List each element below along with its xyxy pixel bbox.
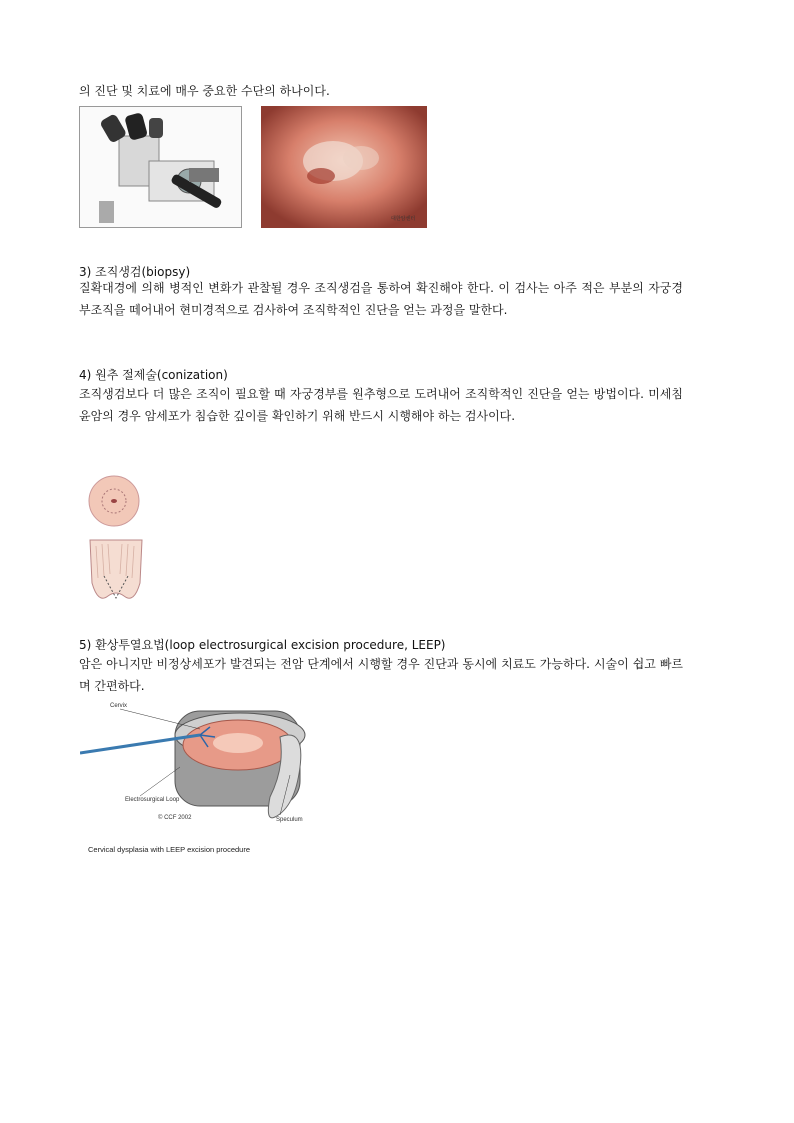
label-electrosurgical-loop: Electrosurgical Loop: [125, 797, 180, 803]
leep-caption: Cervical dysplasia with LEEP excision procedure: [88, 845, 251, 854]
label-speculum: Speculum: [276, 817, 303, 823]
section3-heading: 3) 조직생검(biopsy): [79, 265, 191, 279]
section4-heading: 4) 원추 절제술(conization): [79, 368, 228, 382]
section3-body: 질확대경에 의해 병적인 변화가 관찰될 경우 조직생검을 통하여 확진해야 한다. 이 검사는 아주 적은 부분의 자궁경부조직을 떼어내어 현미경적으로 검사하여 조직학적인 진단을 얻는 과정을 말한다.: [79, 281, 683, 317]
label-cervix: Cervix: [110, 703, 128, 709]
cone-excision-illustration: [82, 538, 150, 606]
section4-body: 조직생검보다 더 많은 조직이 필요할 때 자궁경부를 원추형으로 도려내어 조직학적인 진단을 얻는 방법이다. 미세침윤암의 경우 암세포가 침습한 깊이를 확인하기 위해 반드시 시행해야 하는 검사이다.: [79, 387, 683, 423]
copyright-text: © CCF 2002: [158, 815, 192, 821]
section5-heading: 5) 환상투열요법(loop electrosurgical excision procedure, LEEP): [79, 638, 446, 652]
colposcope-photo: [79, 106, 242, 228]
intro-text: 의 진단 및 치료에 매우 중요한 수단의 하나이다.: [79, 84, 330, 98]
section5-body: 암은 아니지만 비정상세포가 발견되는 전암 단계에서 시행할 경우 진단과 동시에 치료도 가능하다. 시술이 쉽고 빠르며 간편하다.: [79, 657, 683, 693]
photo-watermark: 대한암센터: [391, 216, 416, 222]
cervix-photo: [261, 106, 427, 228]
cervix-top-view-illustration: [87, 474, 142, 529]
leep-illustration: [80, 697, 316, 857]
